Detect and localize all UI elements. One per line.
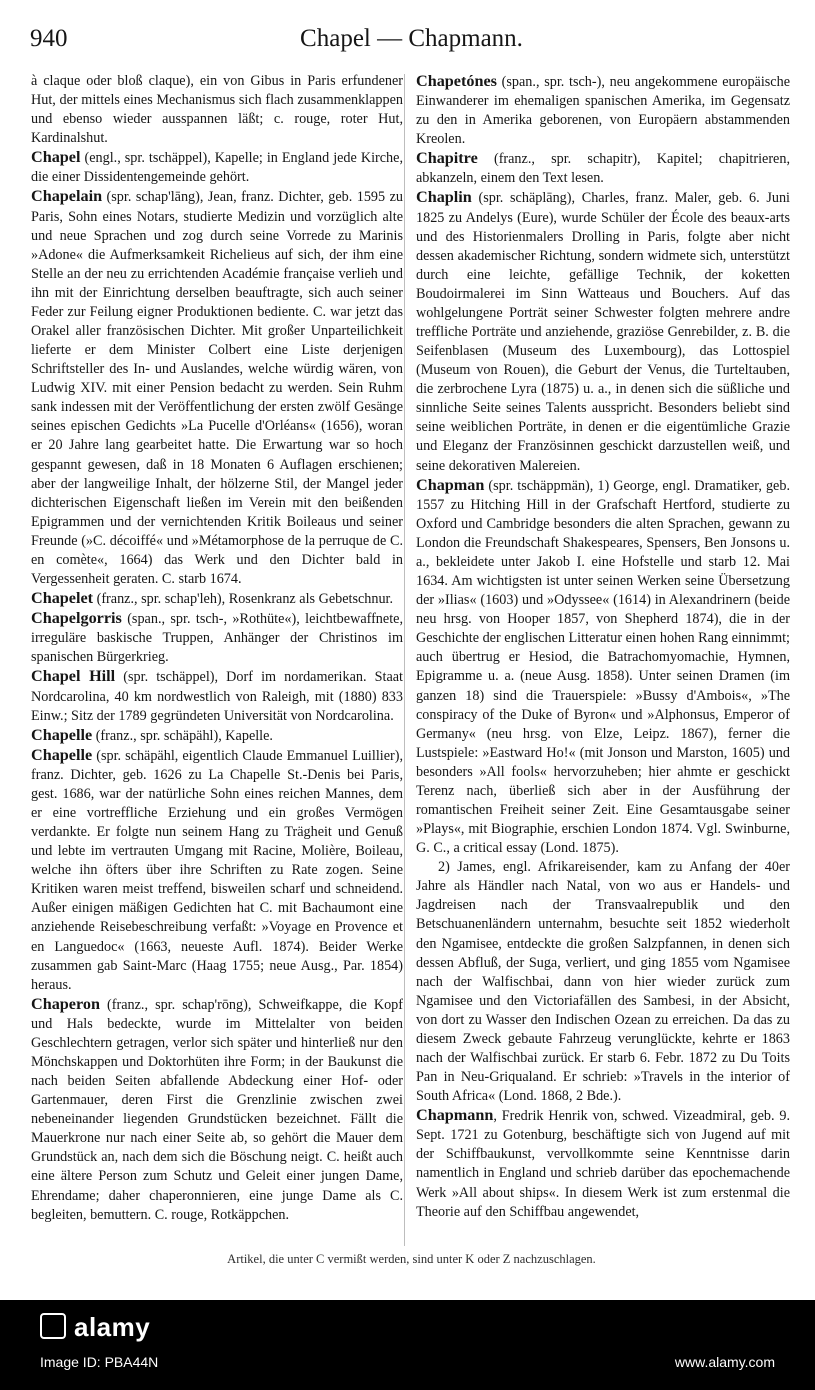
entry-text: (franz., spr. schäpähl), Kapelle. bbox=[92, 727, 273, 744]
watermark-logo bbox=[40, 1312, 150, 1343]
entry-headword: Chapman bbox=[416, 475, 485, 494]
dictionary-entry bbox=[31, 187, 403, 589]
entry-headword: Chaperon bbox=[31, 994, 100, 1013]
dictionary-entry bbox=[416, 149, 790, 188]
entry-text: (spr. tschäppel), Dorf im nordamerikan. Staat Nordcarolina, 40 km nordwestlich von Raleigh, mit (1880) 833 Einw.; Sitz der 1789 gegründeten Universität von Nordcarolina. bbox=[31, 669, 403, 724]
dictionary-entry bbox=[31, 72, 403, 148]
entry-text: (span., spr. tsch-), neu angekommene europäische Einwanderer im ehemaligen spanischen Amerika, im Gegensatz zu den in Amerika geborenen, von Europäern abstammenden Kreolen. bbox=[416, 74, 790, 148]
dictionary-entry bbox=[31, 667, 403, 725]
dictionary-entry bbox=[31, 589, 403, 609]
entry-headword: Chapelle bbox=[31, 725, 93, 744]
dictionary-entry bbox=[416, 476, 790, 859]
entry-headword: Chapel Hill bbox=[31, 667, 116, 686]
dictionary-entry bbox=[416, 1106, 790, 1221]
dictionary-entry bbox=[31, 726, 403, 746]
left-column bbox=[31, 72, 403, 1225]
entry-text: , Fredrik Henrik von, schwed. Vizeadmiral, geb. 9. Sept. 1721 zu Gotenburg, beschäftigte sich von Jugend auf mit der Schiffbaukunst, vervollkommte seine Kenntnisse darin namentlich in England und schrieb darüber das epochemachende Werk »All about ships«. In diesem Werk ist zum erstenmal die Theorie auf den Schiffbau angewendet, bbox=[416, 1108, 790, 1220]
right-column bbox=[416, 72, 790, 1222]
entry-text: (spr. schap'lāng), Jean, franz. Dichter, geb. 1595 zu Paris, Sohn eines Notars, studierte Medizin und vorzüglich alte und neue Sprachen und zog durch seine Vorrede zu Marinis »Adone« die Aufmerksamkeit Richelieus auf sich, der ihm eine Stelle an der neu zu errichtenden Académie française verlieh und ihn mit der Einrichtung derselben beauftragte, sich auch seiner Feder zur Feilung eigner Produktionen bediente. C. war jetzt das Orakel aller französischen Dichter. Mit großer Unparteilichkeit lieferte er dem Minister Colbert eine Liste derjenigen Schriftsteller des In- und Auslandes, welche würdig wären, von Ludwig XIV. mit einer Pension bedacht zu werden. Sein Ruhm sank indessen mit der Veröffentlichung der ersten zwölf Gesänge seines epischen Gedichts »La Pucelle d'Orléans« (1656), woran er 20 Jahre lang gearbeitet hatte. Die Erwartung war so hoch gespannt gewesen, daß in 18 Monaten 6 Auflagen erschienen; aber der langweilige Inhalt, der hölzerne Stil, der Mangel jeder dichterischen Eigenschaft ließen im Verein mit den beißenden Epigrammen und der vernichtenden Kritik Boileaus und seiner Freunde (»C. décoiffé« und »Métamorphose de la perruque de C. en comète«, 1664) das Werk und den Dichter bald in Vergessenheit geraten. C. starb 1674. bbox=[31, 189, 403, 588]
dictionary-entry bbox=[416, 72, 790, 149]
entry-headword: Chapitre bbox=[416, 149, 478, 168]
entry-headword: Chapel bbox=[31, 148, 81, 167]
running-title: Chapel — Chapmann. bbox=[300, 25, 523, 52]
entry-text: (engl., spr. tschäppel), Kapelle; in England jede Kirche, die einer Dissidentengemeinde gehört. bbox=[31, 150, 403, 186]
dictionary-entry bbox=[31, 148, 403, 187]
dictionary-entry bbox=[416, 858, 790, 1106]
watermark-brand: alamy bbox=[74, 1312, 151, 1342]
entry-text: (franz., spr. schap'rōng), Schweifkappe, die Kopf und Hals bedeckte, wurde im Mittelalter von beiden Geschlechtern getragen, verlor sich später und hinterließ nur den Mönchskappen und Doktorhüten ihre Form; in der Baukunst die nach beiden Seiten abfallende Abdeckung einer Hof- oder Gartenmauer, deren First die Grenzlinie zwischen zwei nebeneinander liegenden Grundstücken bezeichnet. Fällt die Mauerkrone nur nach einer Seite ab, so gehört die Mauer dem Grundstück an, nach dem sich die Böschung neigt. C. heißt auch eine ältere Person zum Schutz und Geleit einer jungen Dame, Ehrendame; daher chaperonnieren, eine junge Dame als C. begleiten, bemuttern. C. rouge, Rotkäppchen. bbox=[31, 996, 403, 1223]
entry-headword: Chapelain bbox=[31, 187, 103, 206]
page-header bbox=[30, 22, 793, 56]
watermark-image-id: Image ID: PBA44N bbox=[40, 1354, 159, 1370]
entry-headword: Chapmann bbox=[416, 1106, 494, 1125]
entry-text: (franz., spr. schap'leh), Rosenkranz als Gebetschnur. bbox=[93, 591, 394, 608]
entry-text: (spr. schäpähl, eigentlich Claude Emmanuel Luillier), franz. Dichter, geb. 1626 zu La Chapelle St.-Denis bei Paris, gest. 1686, war der natürliche Sohn eines reichen Mannes, dem er eine vortreffliche Erziehung und ein großes Vermögen verdankte. Er folgte nun seinem Hang zu Trägheit und Genuß und lebte im vertrauten Umgang mit Racine, Molière, Boileau, welche ihn öfters über ihre Schriften zu Rate zogen. Seine Kritiken waren meist treffend, bisweilen scharf und schneidend. Außer einigen mäßigen Gedichten hat C. mit Bachaumont eine anziehende Reisebeschreibung verfaßt: »Voyage en Provence et en Languedoc« (1663, neueste Aufl. 1874). Beider Werke zusammen gab Saint-Marc (Haag 1755; neue Ausg., Par. 1854) heraus. bbox=[31, 747, 403, 993]
alamy-logo-icon bbox=[40, 1313, 66, 1339]
dictionary-entry bbox=[31, 995, 403, 1225]
entry-headword: Chaplin bbox=[416, 188, 472, 207]
watermark-band bbox=[0, 1300, 815, 1390]
entry-text: (spr. tschäppmän), 1) George, engl. Dramatiker, geb. 1557 zu Hitching Hill in der Grafschaft Hertford, studierte zu Oxford und Cambridge besonders die alten Sprachen, gewann zu London die Freundschaft Shakespeares, Spensers, Ben Jonsons u. a., bekleidete unter Jakob I. eine Hofstelle und starb 12. Mai 1634. Am wichtigsten ist unter seinen Werken seine Übersetzung der »Ilias« (1603) und »Odyssee« (1614) in Alexandrinern (beide neu hrsg. von Hooper 1857, von Shepherd 1874), die in der Geschichte der englischen Litteratur einen hohen Rang einnimmt; auch übertrug er Hesiod, die Batrachomyomachie, Hymnen, Epigramme u. a. (neue Ausg. 1858). Unter seinen Dramen (im ganzen 18) sind die Trauerspiele: »Bussy d'Ambois«, »The conspiracy of the Duke of Byron« und »Alphonsus, Emperor of Germany« (neu hrsg. von Elze, Leipz. 1867), ferner die Lustspiele: »Eastward Ho!« (mit Jonson und Marston, 1605) und besonders »All fools« hervorzuheben; hier ahmte er geschickt Terenz nach, überließ sich aber in der Ausführung der romantischen Freiheit seiner Zeit. Eine Gesamtausgabe seiner »Plays«, mit Biographie, erschien London 1874. Vgl. Swinburne, G. C., a critical essay (Lond. 1875). bbox=[416, 477, 790, 857]
entry-text: (franz., spr. schapitr), Kapitel; chapitrieren, abkanzeln, einem den Text lesen. bbox=[416, 151, 790, 187]
watermark-url: www.alamy.com bbox=[674, 1354, 775, 1370]
entry-text: 2) James, engl. Afrikareisender, kam zu Anfang der 40er Jahre als Händler nach Natal, von wo aus er Handels- und Jagdreisen nach der Transvaalrepublik und den Betschuanenländern unternahm, besuchte seit 1852 wiederholt den Ngamisee, entdeckte die großen Salzpfannen, in denen sich dessen Abfluß, der Suga, verliert, und ging 1855 vom Ngamisee nach der Walfischbai, dann von hier wieder zurück zum Ngamisee und den Victoriafällen des Sambesi, in der Absicht, von dort zu Wasser den Indischen Ozean zu erreichen. Da das zu diesem Zweck gebaute Fahrzeug verunglückte, kehrte er 1863 nach der Walfischbai zurück. Er starb 6. Febr. 1872 zu Du Toits Pan in Neu-Griqualand. Er schrieb: »Travels in the interior of South Africa« (Lond. 1868, 2 Bde.). bbox=[416, 859, 790, 1105]
entry-headword: Chapelgorris bbox=[31, 609, 122, 628]
dictionary-entry bbox=[31, 609, 403, 667]
entry-headword: Chapetónes bbox=[416, 72, 497, 90]
entry-headword: Chapelet bbox=[31, 589, 94, 608]
entry-headword: Chapelle bbox=[31, 745, 93, 764]
column-divider bbox=[404, 74, 405, 1246]
entry-text: (span., spr. tsch-, »Rothüte«), leichtbewaffnete, irreguläre baskische Truppen, Anhänger der Christinos im spanischen Bürgerkrieg. bbox=[31, 611, 403, 666]
page-footnote: Artikel, die unter C vermißt werden, sind unter K oder Z nachzuschlagen. bbox=[227, 1252, 596, 1266]
entry-text: à claque oder bloß claque), ein von Gibus in Paris erfundener Hut, der mittels eines Mechanismus sich flach zusammenklappen und ebenso wieder ausspannen läßt; c. rouge, roter Hut, Kardinalshut. bbox=[31, 73, 403, 147]
dictionary-entry bbox=[416, 188, 790, 475]
dictionary-entry bbox=[31, 746, 403, 995]
page-number: 940 bbox=[30, 25, 68, 52]
entry-text: (spr. schäplāng), Charles, franz. Maler, geb. 6. Juni 1825 zu Andelys (Eure), wurde Schüler der École des beaux-arts und des Historienmalers Drolling in Paris, folgte aber nicht dessen akademischer Richtung, sondern widmete sich, unterstützt durch eine leichte, gefällige Technik, der koketten Boudoirmalerei im Sinn Watteaus und Bouchers. Auf das wohlgelungene Porträt seiner Schwester folgten mehrere andre treffliche Porträte und anziehende, graziöse Genrebilder, z. B. die Seifenblasen (Museum des Luxembourg), das Lottospiel (Museum von Rouen), die Geburt der Venus, die Turteltauben, die zerbrochene Lyra (1875) u. a., in denen sich die süßliche und sinnliche Seite seines Talents ausspricht. Besonders beliebt sind seine weiblichen Porträte, in denen er die eigentümliche Grazie und Eleganz der Französinnen geschickt darzustellen weiß, und seine dekorativen Malereien. bbox=[416, 190, 790, 474]
